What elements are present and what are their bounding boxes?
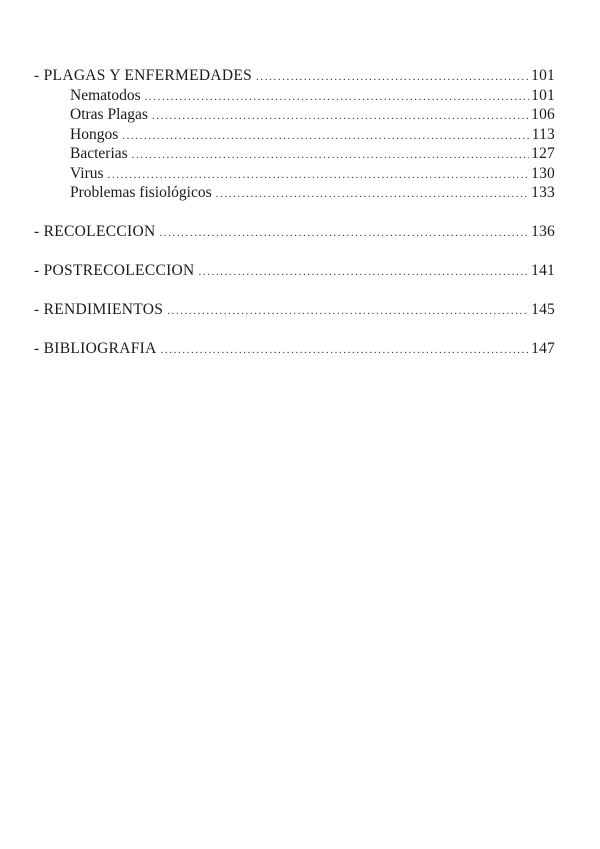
- toc-entry-bacterias: [34, 144, 555, 164]
- toc-entry-page-number: 147: [531, 340, 555, 357]
- toc-entry-problemas-fisiologicos: [34, 183, 555, 203]
- toc-entry-label: Bacterias: [70, 145, 128, 162]
- dot-leader: [256, 68, 529, 88]
- toc-entry-rendimientos: [34, 300, 555, 320]
- toc-entry-otras-plagas: [34, 105, 555, 125]
- dot-leader: [145, 88, 530, 108]
- dot-leader: [132, 146, 529, 166]
- toc-entry-label: - POSTRECOLECCION: [34, 262, 195, 279]
- toc-entry-page-number: 141: [531, 262, 555, 279]
- toc-entry-page-number: 101: [531, 67, 555, 84]
- toc-entry-label: Virus: [70, 164, 104, 182]
- toc-entry-label: Hongos: [70, 125, 119, 143]
- toc-entry-plagas-y-enfermedades: [34, 66, 555, 86]
- toc-entry-page-number: 133: [531, 184, 555, 201]
- toc-entry-label: - PLAGAS Y ENFERMEDADES: [34, 67, 253, 84]
- toc-entry-page-number: 106: [531, 106, 555, 123]
- dot-leader: [152, 107, 529, 127]
- toc-entry-label: Otras Plagas: [70, 106, 148, 123]
- toc-entry-hongos: [34, 125, 555, 145]
- toc-entry-recoleccion: [34, 222, 555, 242]
- toc-entry-bibliografia: [34, 339, 555, 359]
- toc-entry-postrecoleccion: [34, 261, 555, 281]
- toc-entry-label: Problemas fisiológicos: [70, 184, 212, 201]
- toc-entry-page-number: 127: [531, 145, 555, 162]
- toc-entry-page-number: 136: [531, 223, 555, 240]
- dot-leader: [167, 302, 529, 322]
- toc-entry-label: Nematodos: [70, 86, 141, 104]
- dot-leader: [216, 185, 529, 205]
- toc-entry-virus: [34, 164, 555, 184]
- toc-entry-page-number: 130: [531, 164, 555, 182]
- toc-entry-label: - BIBLIOGRAFIA: [34, 340, 157, 357]
- dot-leader: [161, 341, 530, 361]
- toc-entry-page-number: 113: [531, 125, 555, 143]
- toc-entry-page-number: 101: [531, 86, 555, 104]
- table-of-contents: [34, 66, 555, 359]
- toc-entry-label: - RENDIMIENTOS: [34, 301, 164, 318]
- toc-entry-label: - RECOLECCION: [34, 223, 156, 240]
- dot-leader: [199, 263, 530, 283]
- toc-entry-nematodos: [34, 86, 555, 106]
- dot-leader: [122, 127, 529, 147]
- dot-leader: [159, 224, 529, 244]
- toc-entry-page-number: 145: [531, 301, 555, 318]
